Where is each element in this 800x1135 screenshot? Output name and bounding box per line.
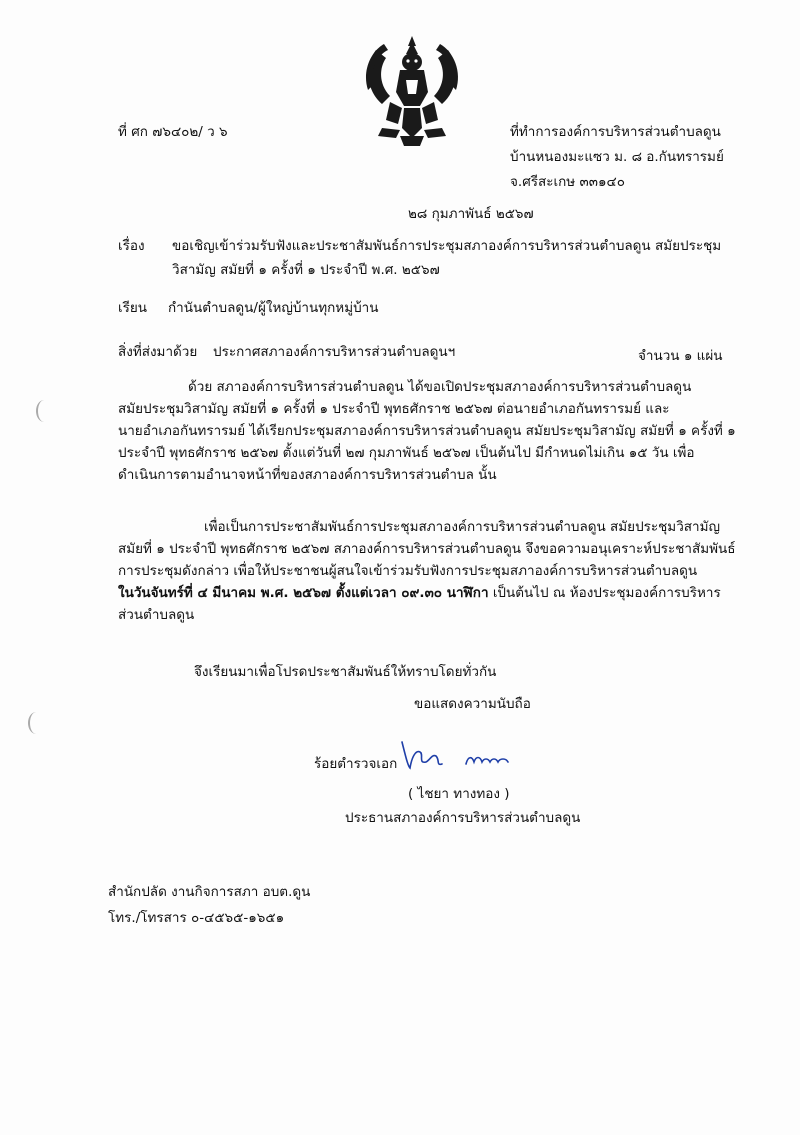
subject-label: เรื่อง: [118, 238, 145, 254]
sender-address-line-2: บ้านหนองมะแซว ม. ๘ อ.กันทรารมย์: [510, 149, 724, 165]
enclosure-count: จำนวน ๑ แผ่น: [638, 348, 723, 364]
meeting-datetime: ในวันจันทร์ที่ ๔ มีนาคม พ.ศ. ๒๕๖๗ ตั้งแต่เวลา ๐๙.๓๐ นาฬิกา: [118, 585, 489, 601]
enclosure-label: สิ่งที่ส่งมาด้วย: [118, 344, 198, 360]
paragraph-line: ดำเนินการตามอำนาจหน้าที่ของสภาองค์การบริหารส่วนตำบล นั้น: [118, 467, 497, 483]
closing-statement: จึงเรียนมาเพื่อโปรดประชาสัมพันธ์ให้ทราบโดยทั่วกัน: [194, 664, 497, 680]
recipient-label: เรียน: [118, 300, 148, 316]
document-number: ที่ ศก ๗๖๔๐๒/ ว ๖: [118, 124, 228, 140]
subject-text-line-2: วิสามัญ สมัยที่ ๑ ครั้งที่ ๑ ประจำปี พ.ศ. ๒๕๖๗: [172, 262, 440, 278]
handwritten-signature: [396, 738, 516, 778]
sender-address-line-1: ที่ทำการองค์การบริหารส่วนตำบลดูน: [510, 124, 721, 140]
paragraph-line: ส่วนตำบลดูน: [118, 607, 195, 623]
body-paragraph-1: [118, 376, 736, 486]
body-paragraph-2: [118, 516, 736, 626]
paragraph-line: สมัยที่ ๑ ประจำปี พุทธศักราช ๒๕๖๗ สภาองค์การบริหารส่วนตำบลดูน จึงขอความอนุเคราะห์ประชาสัมพันธ์: [118, 541, 736, 557]
paragraph-line: ประจำปี พุทธศักราช ๒๕๖๗ ตั้งแต่วันที่ ๒๗ กุมภาพันธ์ ๒๕๖๗ เป็นต้นไป มีกำหนดไม่เกิน ๑๕ วัน เพื่อ: [118, 445, 695, 461]
paragraph-line: นายอำเภอกันทรารมย์ ได้เรียกประชุมสภาองค์การบริหารส่วนตำบลดูน สมัยประชุมวิสามัญ สมัยที่ ๑ ครั้งที่ ๑: [118, 423, 736, 439]
signer-rank: ร้อยตำรวจเอก: [314, 756, 398, 772]
contact-phone: โทร./โทรสาร ๐-๔๕๖๕-๑๖๕๑: [108, 910, 285, 926]
subject-text-line-1: ขอเชิญเข้าร่วมรับฟังและประชาสัมพันธ์การประชุมสภาองค์การบริหารส่วนตำบลดูน สมัยประชุม: [172, 238, 722, 254]
paragraph-line: สมัยประชุมวิสามัญ สมัยที่ ๑ ครั้งที่ ๑ ประจำปี พุทธศักราช ๒๕๖๗ ต่อนายอำเภอกันทรารมย์ และ: [118, 401, 670, 417]
signer-name: ( ไชยา ทางทอง ): [408, 786, 510, 802]
paragraph-line: การประชุมดังกล่าว เพื่อให้ประชาชนผู้สนใจเข้าร่วมรับฟังการประชุมสภาองค์การบริหารส่วนตำบลดูน: [118, 563, 698, 579]
paragraph-line: [118, 582, 730, 604]
garuda-emblem: [356, 32, 468, 148]
signer-position: ประธานสภาองค์การบริหารส่วนตำบลดูน: [345, 810, 581, 826]
paragraph-text: เป็นต้นไป ณ ห้องประชุมองค์การบริหาร: [488, 585, 721, 601]
paragraph-line: เพื่อเป็นการประชาสัมพันธ์การประชุมสภาองค์การบริหารส่วนตำบลดูน สมัยประชุมวิสามัญ: [204, 519, 721, 535]
punch-hole: [28, 712, 44, 734]
issuing-office: สำนักปลัด งานกิจการสภา อบต.ดูน: [108, 884, 311, 900]
closing-salutation: ขอแสดงความนับถือ: [414, 696, 531, 712]
recipient-text: กำนันตำบลดูน/ผู้ใหญ่บ้านทุกหมู่บ้าน: [168, 300, 379, 316]
paragraph-line: ด้วย สภาองค์การบริหารส่วนตำบลดูน ได้ขอเปิดประชุมสภาองค์การบริหารส่วนตำบลดูน: [188, 379, 692, 395]
sender-address-line-3: จ.ศรีสะเกษ ๓๓๑๔๐: [510, 174, 625, 190]
enclosure-text: ประกาศสภาองค์การบริหารส่วนตำบลดูนฯ: [213, 344, 456, 360]
letter-date: ๒๘ กุมภาพันธ์ ๒๕๖๗: [408, 206, 534, 222]
punch-hole: [36, 400, 52, 422]
